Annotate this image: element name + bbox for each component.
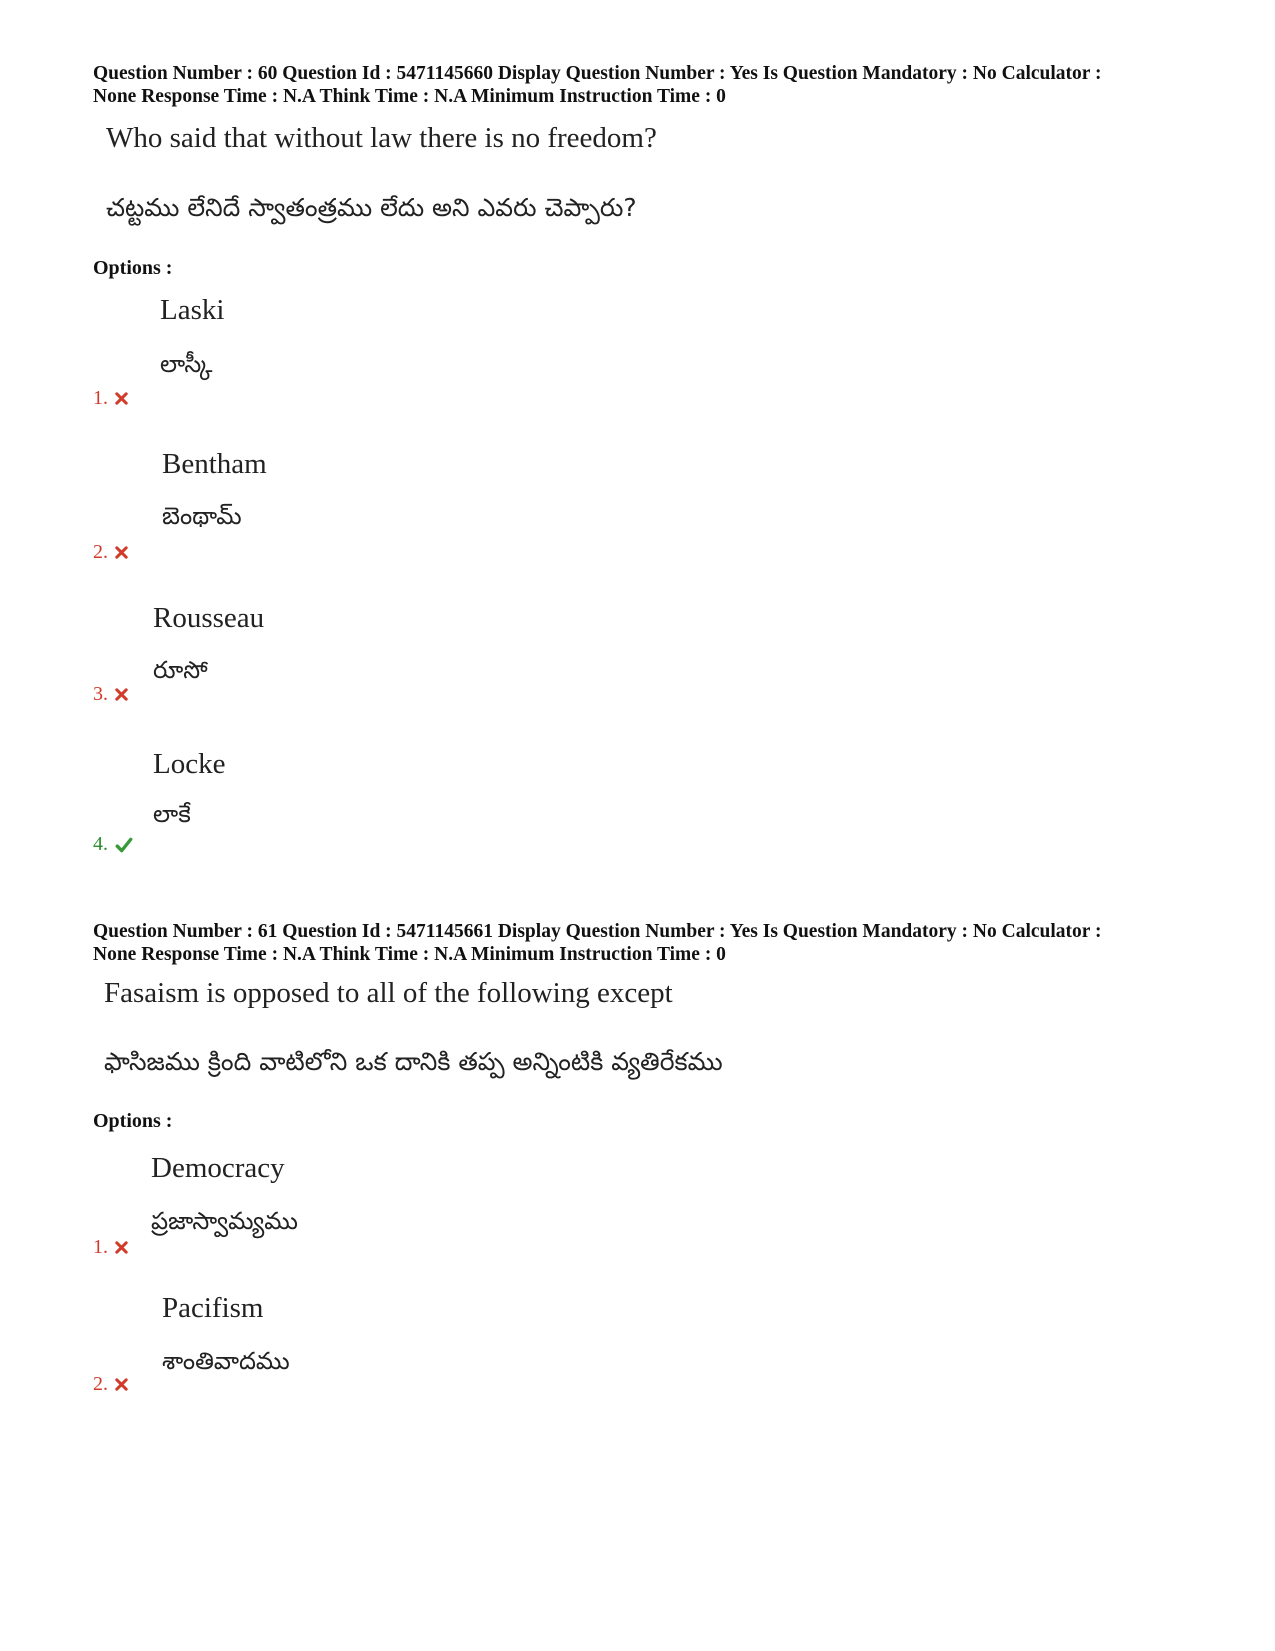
- option-text-te: రూసో: [153, 656, 208, 684]
- cross-icon: [114, 391, 129, 406]
- option-text-te: ప్రజాస్వామ్యము: [151, 1207, 298, 1235]
- question-meta-line1: Question Number : 61 Question Id : 5471145661 Display Question Number : Yes Is Question Mandatory : No Calculator :: [93, 921, 1102, 942]
- option-number: [93, 387, 129, 410]
- cross-icon: [114, 1377, 129, 1392]
- cross-icon: [114, 545, 129, 560]
- options-label: Options :: [93, 1110, 173, 1132]
- question-meta-line1: Question Number : 60 Question Id : 5471145660 Display Question Number : Yes Is Question Mandatory : No Calculator :: [93, 63, 1102, 84]
- option-number-label: 1.: [93, 1236, 108, 1258]
- question-meta-line2: None Response Time : N.A Think Time : N.A Minimum Instruction Time : 0: [93, 86, 726, 107]
- cross-icon: [114, 687, 129, 702]
- option-text-en: Bentham: [162, 448, 267, 480]
- option-number-label: 2.: [93, 541, 108, 563]
- option-number-label: 1.: [93, 387, 108, 409]
- question-text-te: ఫాసిజము క్రింది వాటిలోని ఒక దానికి తప్ప అన్నింటికి వ్యతిరేకము: [104, 1047, 723, 1076]
- option-number: [93, 683, 129, 706]
- question-text-te: చట్టము లేనిదే స్వాతంత్రము లేదు అని ఎవరు చెప్పారు?: [106, 193, 637, 222]
- option-text-en: Locke: [153, 748, 226, 780]
- option-number: [93, 541, 129, 564]
- check-icon: [114, 836, 134, 854]
- question-text-en: Fasaism is opposed to all of the following except: [104, 977, 673, 1009]
- option-number-label: 4.: [93, 833, 108, 855]
- option-text-en: Democracy: [151, 1152, 285, 1184]
- option-text-en: Rousseau: [153, 602, 265, 634]
- question-meta: [93, 62, 1203, 108]
- options-label: Options :: [93, 257, 173, 279]
- option-text-te: శాంతివాదము: [162, 1347, 290, 1375]
- option-text-te: లాస్కీ: [160, 350, 213, 378]
- question-meta: [93, 920, 1203, 966]
- option-text-te: లాకే: [153, 800, 191, 828]
- option-number: [93, 1373, 129, 1396]
- option-number-label: 2.: [93, 1373, 108, 1395]
- option-text-en: Pacifism: [162, 1292, 264, 1324]
- option-number-label: 3.: [93, 683, 108, 705]
- option-text-te: బెంథామ్: [162, 502, 242, 530]
- question-meta-line2: None Response Time : N.A Think Time : N.A Minimum Instruction Time : 0: [93, 944, 726, 965]
- cross-icon: [114, 1240, 129, 1255]
- option-text-en: Laski: [160, 294, 225, 326]
- option-number: [93, 833, 134, 856]
- option-number: [93, 1236, 129, 1259]
- question-text-en: Who said that without law there is no freedom?: [106, 122, 657, 154]
